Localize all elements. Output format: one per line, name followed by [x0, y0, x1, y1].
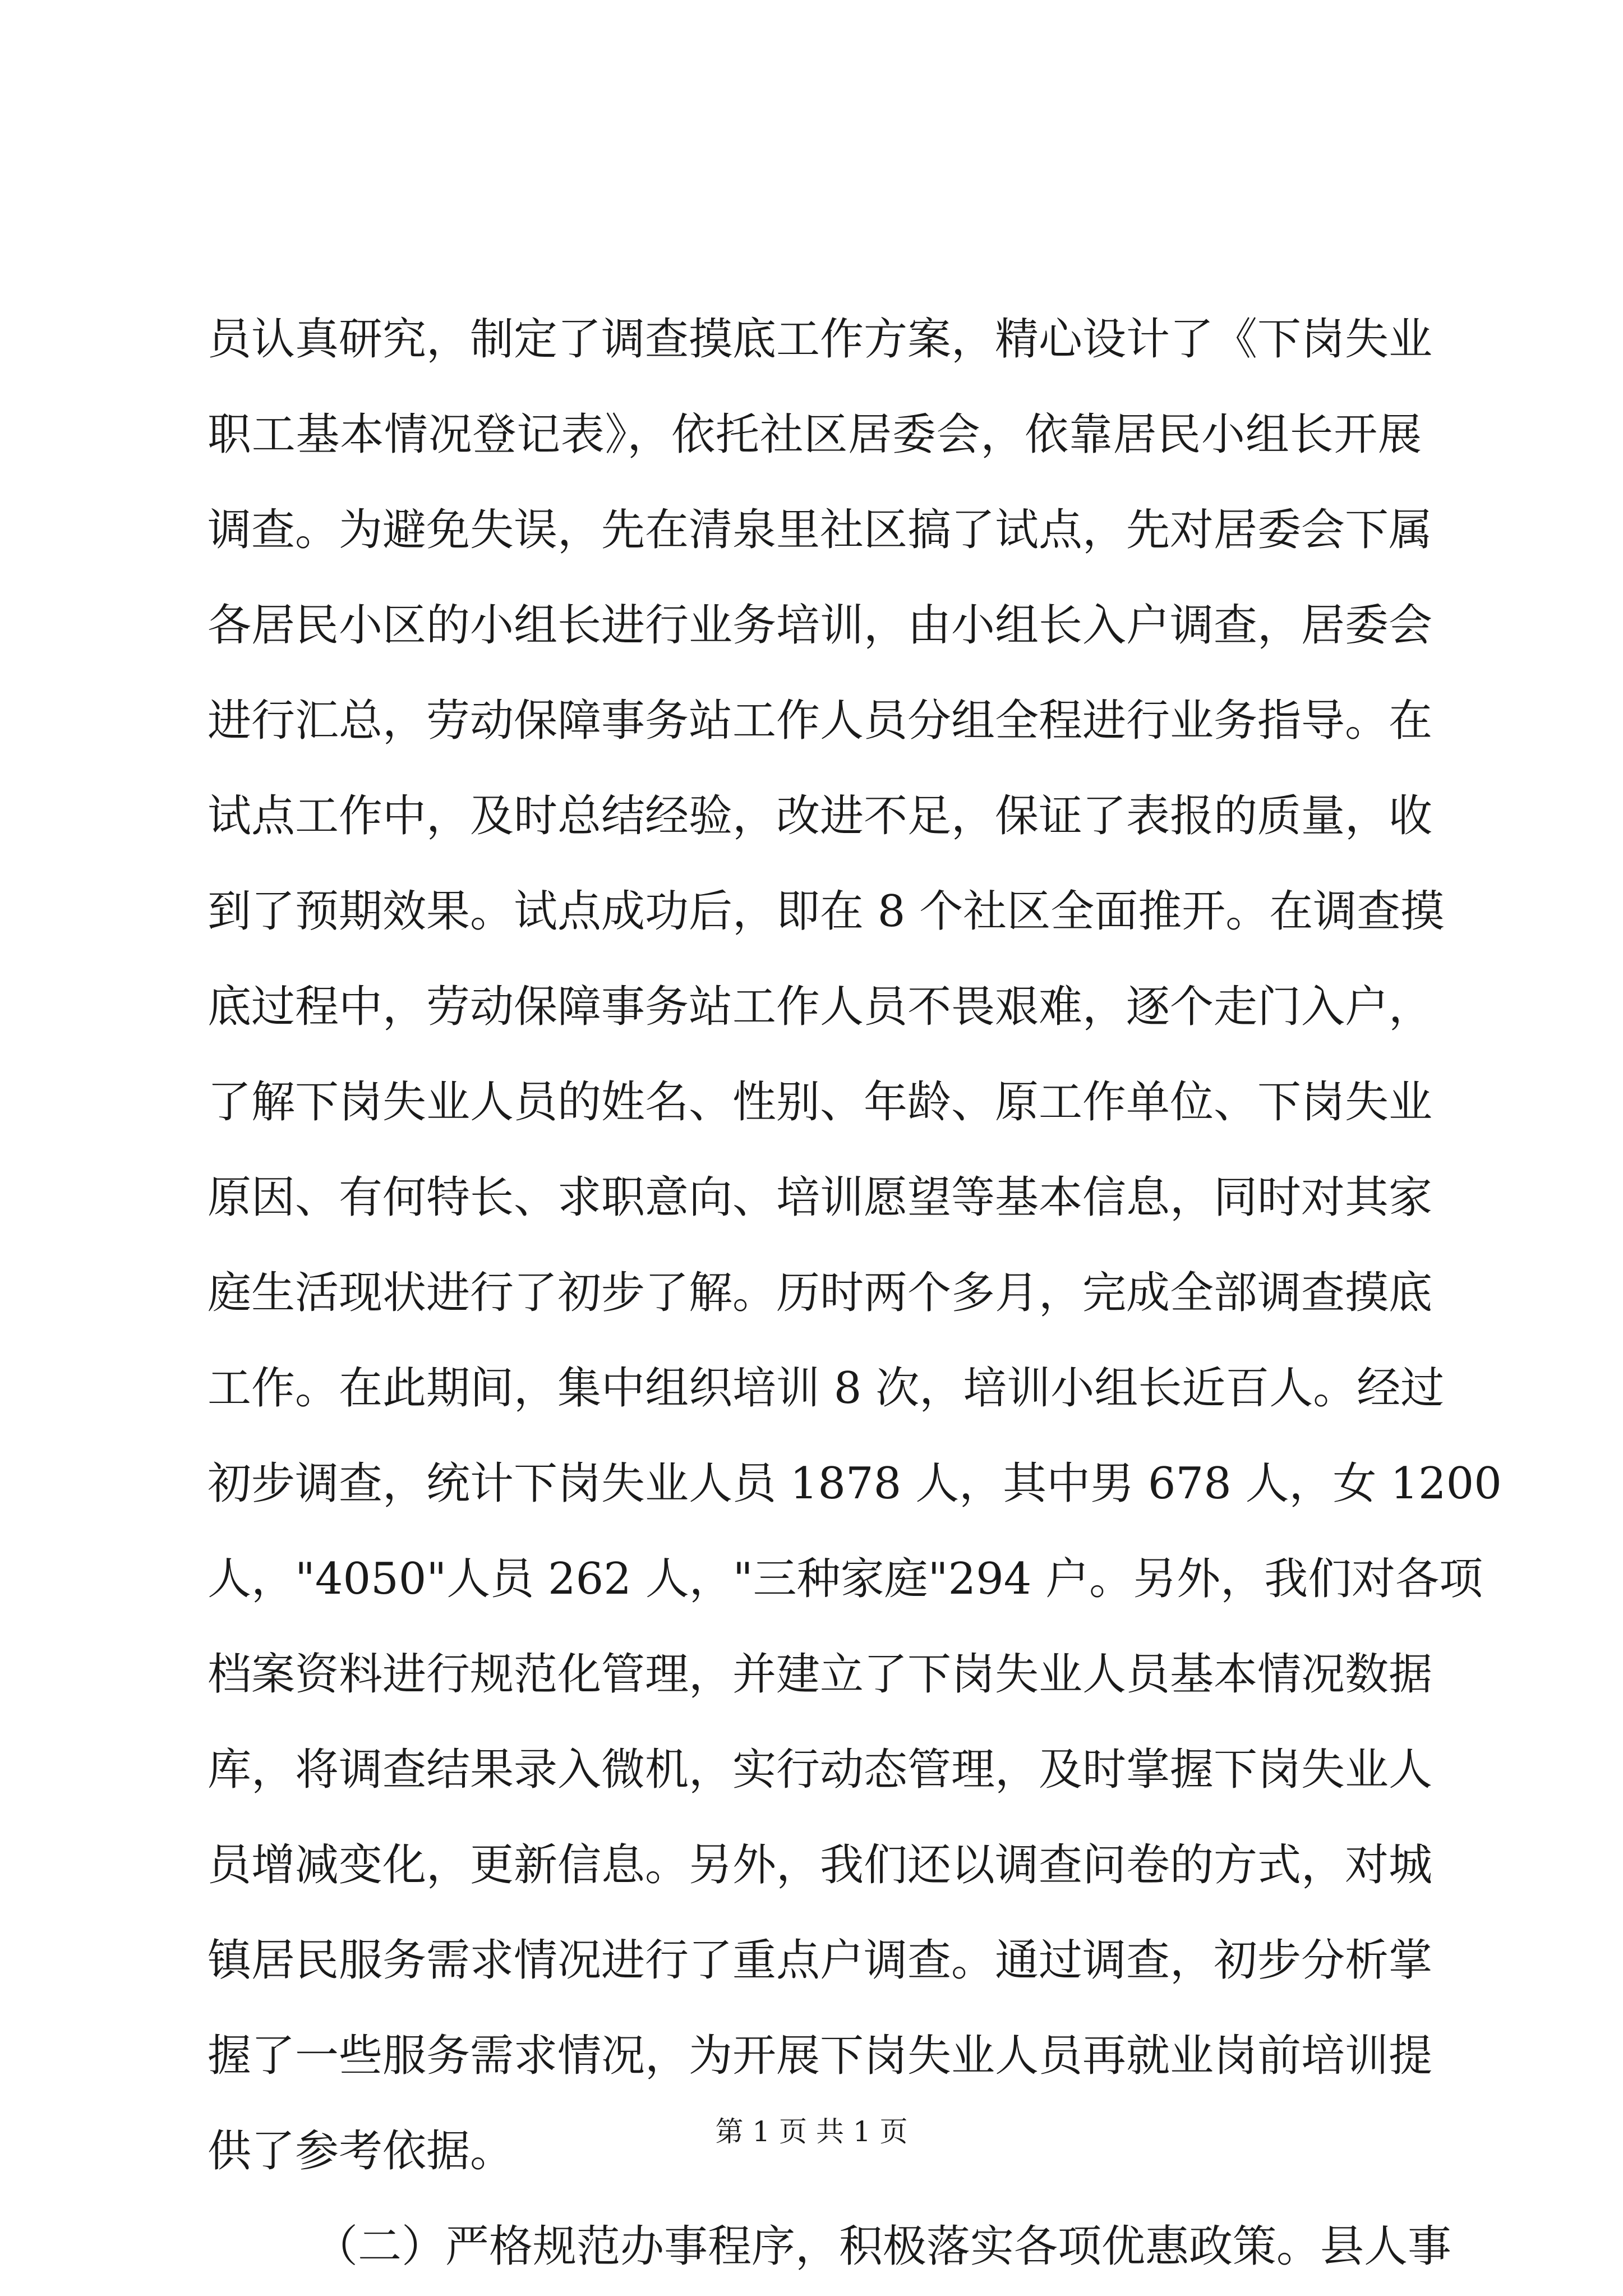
text-line: 员认真研究，制定了调查摸底工作方案，精心设计了《下岗失业: [208, 314, 1433, 365]
text-line: 调查。为避免失误，先在清泉里社区搞了试点，先对居委会下属: [208, 505, 1433, 555]
text-line: 员增减变化，更新信息。另外，我们还以调查问卷的方式，对城: [208, 1840, 1433, 1890]
text-line: 到了预期效果。试点成功后，即在 8 个社区全面推开。在调查摸: [208, 886, 1445, 937]
text-line: 初步调查，统计下岗失业人员 1878 人，其中男 678 人，女 1200: [208, 1458, 1502, 1509]
text-line: 工作。在此期间，集中组织培训 8 次，培训小组长近百人。经过: [208, 1363, 1445, 1414]
text-line: 档案资料进行规范化管理，并建立了下岗失业人员基本情况数据: [208, 1649, 1433, 1700]
text-line: 职工基本情况登记表》，依托社区居委会，依靠居民小组长开展: [208, 409, 1422, 460]
text-line: 了解下岗失业人员的姓名、性别、年龄、原工作单位、下岗失业: [208, 1077, 1433, 1128]
text-line: 库，将调查结果录入微机，实行动态管理，及时掌握下岗失业人: [208, 1745, 1433, 1795]
text-line: 镇居民服务需求情况进行了重点户调查。通过调查，初步分析掌: [208, 1935, 1433, 1986]
text-line: 握了一些服务需求情况，为开展下岗失业人员再就业岗前培训提: [208, 2031, 1433, 2081]
text-line: 试点工作中，及时总结经验，改进不足，保证了表报的质量，收: [208, 791, 1433, 841]
paragraph-heading-line: （二）严格规范办事程序，积极落实各项优惠政策。县人事: [314, 2221, 1452, 2272]
text-line: 各居民小区的小组长进行业务培训，由小组长入户调查，居委会: [208, 600, 1433, 651]
page-number-footer: 第 1 页 共 1 页: [715, 2115, 908, 2148]
body-text: [208, 292, 1502, 2294]
text-line: 供了参考依据。: [208, 2126, 514, 2177]
text-line: 庭生活现状进行了初步了解。历时两个多月，完成全部调查摸底: [208, 1268, 1433, 1318]
text-line: 原因、有何特长、求职意向、培训愿望等基本信息，同时对其家: [208, 1172, 1433, 1223]
text-line: 进行汇总，劳动保障事务站工作人员分组全程进行业务指导。在: [208, 696, 1433, 746]
text-line: 底过程中，劳动保障事务站工作人员不畏艰难，逐个走门入户，: [208, 982, 1433, 1032]
text-line: 人，"4050"人员 262 人，"三种家庭"294 户。另外，我们对各项: [208, 1554, 1483, 1604]
